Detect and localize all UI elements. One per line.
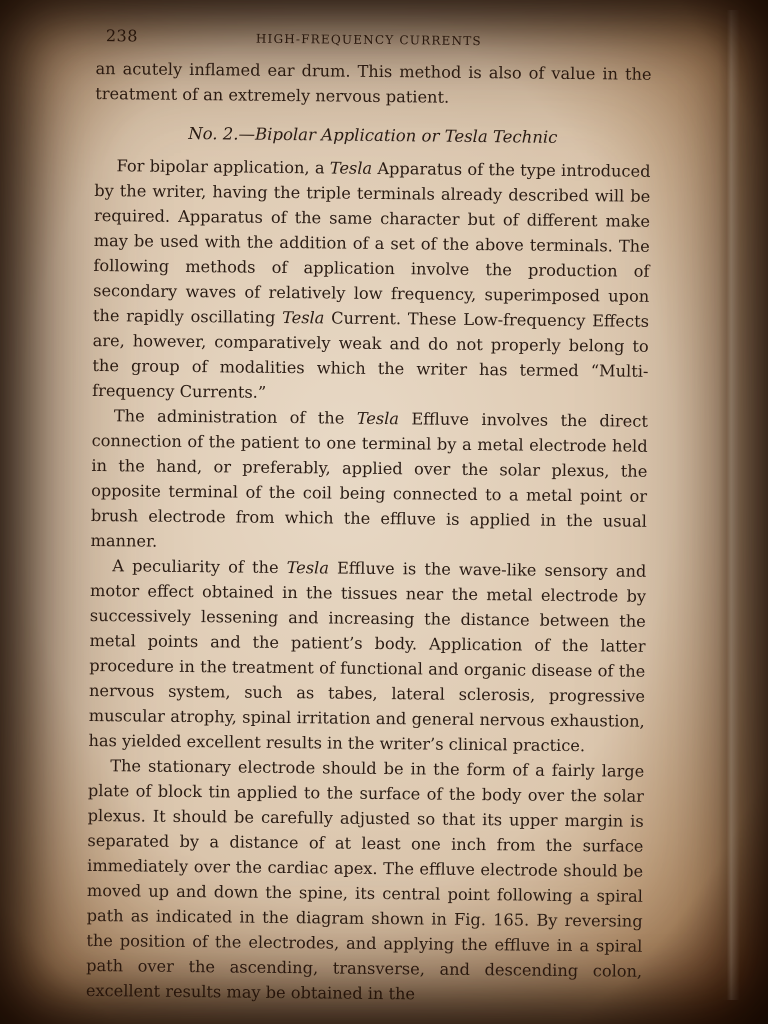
paragraph-4-text-a: The stationary electrode should be in the form of a fairly large plate of block tin applied to the surface of the body over the solar plexus. It should be carefully adjusted so that its upper margin is separated by a distance of at least one inch from the surface immediately over the cardiac apex. The effluve electrode should be moved up and down the spine, its central point following a spiral path as indicated in the diagram shown in Fig. 165. By reversing the position of the electrodes, and applying the effluve in a spiral path over the ascending, transverse, and descending colon, excellent results may be obtained in the xyxy=(85,756,645,1004)
paragraph-3-text-c: Effluve is the wave-like sensory and motor effect obtained in the tissues near the metal electrode by successively lessening and increasing the distance between the metal points and the patient’s body. Application of the latter procedure in the treatment of functional and organic disease of the nervous system, such as tabes, lateral sclerosis, progressive muscular atrophy, spinal irritation and general nervous exhaustion, has yielded excellent results in the writer’s clinical practice. xyxy=(88,558,647,756)
page-edge-shadow xyxy=(718,10,740,1000)
paragraph-2-text-c: Effluve involves the direct connection of the patient to one terminal by a metal electrode held in the hand, or preferably, applied over the solar plexus, the opposite terminal of the coil being connected to a metal point or brush electrode from which the effluve is applied in the usual manner. xyxy=(90,409,648,551)
paragraph-1-text-a: For bipolar application, a xyxy=(116,156,330,178)
paragraph-1-italic-b: Tesla xyxy=(329,158,373,178)
paragraph-2-italic-b: Tesla xyxy=(356,408,400,429)
paragraph-3 xyxy=(88,553,646,759)
section-title: No. 2.—Bipolar Application or Tesla Technic xyxy=(188,123,558,147)
page-header xyxy=(106,26,652,54)
page-body xyxy=(86,56,652,1009)
paragraph-2 xyxy=(90,403,648,559)
page-number: 238 xyxy=(105,26,139,46)
paragraph-3-italic-b: Tesla xyxy=(286,558,330,578)
book-page xyxy=(86,26,652,1009)
paragraph-3-text-a: A peculiarity of the xyxy=(112,556,287,578)
paragraph-1-italic-d: Tesla xyxy=(282,307,325,328)
running-head: HIGH-FREQUENCY CURRENTS xyxy=(255,31,482,49)
paragraph-1-text-e: Current. These Low-frequency Effects are, however, comparatively weak and do not properly belong to the group of modalities which the writer has termed “Multi-frequency Currents.” xyxy=(92,308,650,402)
paragraph-4 xyxy=(86,753,645,1009)
opening-text: an acutely inflamed ear drum. This method is also of value in the treatment of an extremely nervous patient. xyxy=(95,58,652,107)
paragraph-1-text-c: Apparatus of the type introduced by the writer, having the triple terminals already described will be required. Apparatus of the same character but of different make may be used with the addition of a set of the above terminals. The following methods of application involve the production of secondary waves of relatively low frequency, superimposed upon the rapidly oscillating xyxy=(92,158,651,327)
paragraph-1 xyxy=(92,153,651,409)
paragraph-2-text-a: The administration of the xyxy=(113,406,357,428)
